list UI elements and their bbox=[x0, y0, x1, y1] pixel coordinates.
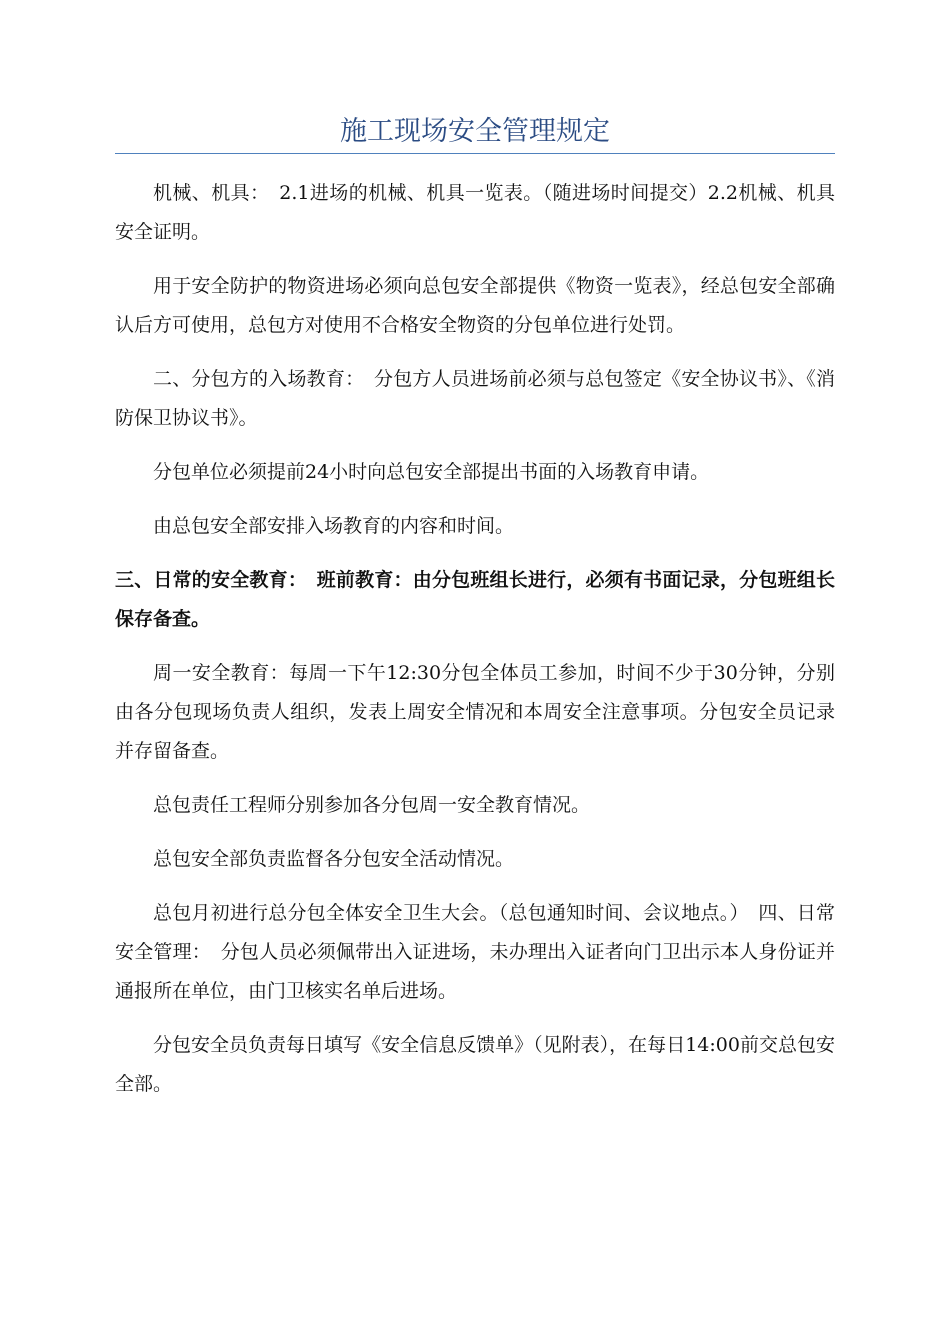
paragraph-education-arrangement: 由总包安全部安排入场教育的内容和时间。 bbox=[153, 515, 515, 537]
paragraph-entry-education: 二、分包方的入场教育： 分包方人员进场前必须与总包签定《安全协议书》、《消防保卫协议书》。 bbox=[115, 368, 835, 429]
title-underline bbox=[115, 153, 835, 154]
paragraph-monday-education: 周一安全教育：每周一下午12:30分包全体员工参加，时间不少于30分钟，分别由各分包现场负责人组织，发表上周安全情况和本周安全注意事项。分包安全员记录并存留备查。 bbox=[115, 662, 835, 762]
paragraph-supervision: 总包安全部负责监督各分包安全活动情况。 bbox=[153, 848, 515, 870]
paragraph-feedback-form: 分包安全员负责每日填写《安全信息反馈单》（见附表），在每日14:00前交总包安全部。 bbox=[115, 1034, 835, 1095]
paragraph-daily-safety-education: 三、日常的安全教育： 班前教育：由分包班组长进行，必须有书面记录，分包班组长保存备查。 bbox=[115, 569, 835, 630]
paragraph-engineer-attendance: 总包责任工程师分别参加各分包周一安全教育情况。 bbox=[153, 794, 591, 816]
document-title: 施工现场安全管理规定 bbox=[340, 116, 610, 147]
document-body bbox=[115, 174, 835, 1119]
paragraph-education-application: 分包单位必须提前24小时向总包安全部提出书面的入场教育申请。 bbox=[153, 461, 710, 483]
paragraph-protective-materials: 用于安全防护的物资进场必须向总包安全部提供《物资一览表》，经总包安全部确认后方可使用，总包方对使用不合格安全物资的分包单位进行处罚。 bbox=[115, 275, 835, 336]
paragraph-monthly-meeting: 总包月初进行总分包全体安全卫生大会。（总包通知时间、会议地点。） 四、日常安全管理： 分包人员必须佩带出入证进场，未办理出入证者向门卫出示本人身份证并通报所在单位，由门卫核实名单后进场。 bbox=[115, 902, 835, 1002]
paragraph-machinery: 机械、机具： 2.1进场的机械、机具一览表。（随进场时间提交）2.2机械、机具安全证明。 bbox=[115, 182, 835, 243]
